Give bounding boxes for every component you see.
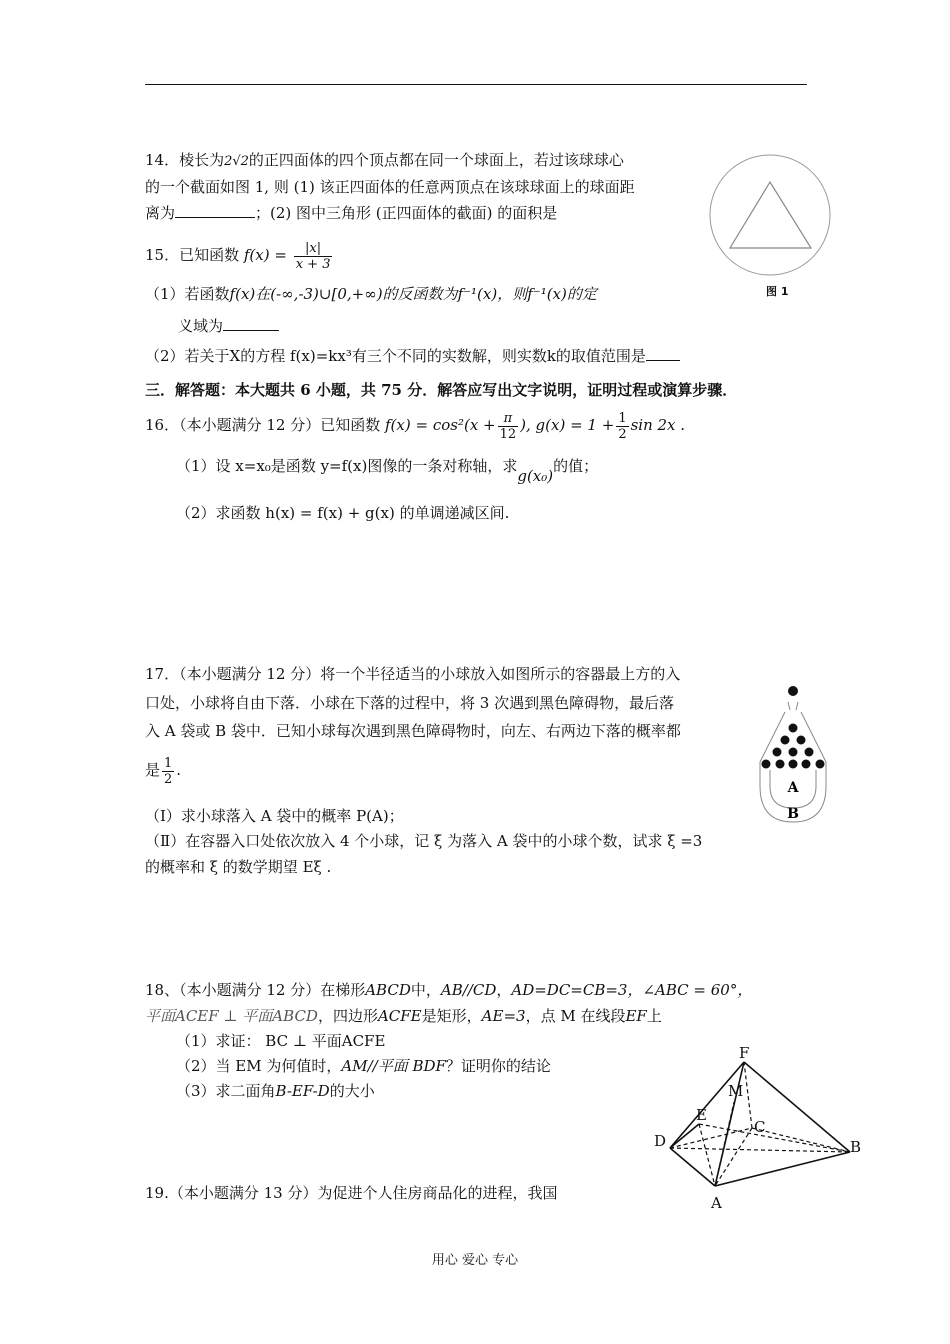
q19-line1: 19.（本小题满分 13 分）为促进个人住房商品化的进程，我国: [145, 1184, 558, 1202]
q14-line1: 14．棱长为2√2的正四面体的四个顶点都在同一个球面上，若过该球球心: [145, 151, 624, 169]
section-3-heading: 三．解答题：本大题共 6 小题，共 75 分．解答应写出文字说明，证明过程或演算步骤．: [145, 381, 738, 399]
q17-line2: 口处，小球将自由下落．小球在下落的过程中，将 3 次遇到黑色障碍物，最后落: [145, 694, 675, 712]
sphere-section-circle: [710, 155, 830, 275]
q18-part2: （2）当 EM 为何值时，AM//平面 BDF？证明你的结论: [176, 1057, 551, 1075]
q14-line3: 离为 ；(2) 图中三角形 (正四面体的截面) 的面积是: [145, 204, 558, 222]
q15-part1: （1）若函数f(x)在(-∞,-3)∪[0,+∞)的反函数为f⁻¹(x)，则f⁻¹(x)的定: [145, 285, 597, 303]
label-f: F: [739, 1044, 750, 1062]
answer-blank: [646, 360, 680, 361]
label-a: A: [711, 1194, 722, 1212]
q16-line1: 16．（本小题满分 12 分）已知函数 f(x) = cos²(x + $\frac{\pi}{12}$ ), g(x) = 1 + $\frac{1}{2}$ sin 2x .: [145, 410, 686, 442]
q15-part1-cont: 义域为: [178, 316, 279, 336]
label-e: E: [696, 1106, 707, 1124]
q18-line1: 18、（本小题满分 12 分）在梯形ABCD中，AB//CD，AD=DC=CB=3，∠ABC = 60°，: [145, 981, 753, 999]
q15-line1: 15．已知函数 f(x) = $\frac{|x|}{x + 3}$: [145, 240, 331, 272]
bag-a-label: A: [787, 780, 799, 796]
obstacles: [762, 724, 825, 769]
q17-part2: （Ⅱ）在容器入口处依次放入 4 个小球，记 ξ 为落入 A 袋中的小球个数，试求 ξ =3: [145, 832, 703, 850]
q15-part2: （2）若关于X的方程 f(x)=kx³有三个不同的实数解，则实数k的取值范围是: [145, 346, 680, 366]
ball: [788, 686, 798, 696]
ball-container-figure: [752, 682, 834, 826]
label-c: C: [754, 1118, 766, 1136]
figure-1-circle: [708, 152, 832, 280]
page-footer: 用心 爱心 专心: [431, 1253, 519, 1268]
label-d: D: [654, 1132, 667, 1150]
q17-part1: （Ⅰ）求小球落入 A 袋中的概率 P(A)；: [145, 807, 404, 825]
q16-part1: （1）设 x=x₀是函数 y=f(x)图像的一条对称轴，求g(x₀)的值；: [176, 457, 599, 485]
q18-solid-figure: [648, 1040, 868, 1218]
q14-line2: 的一个截面如图 1, 则 (1) 该正四面体的任意两顶点在该球球面上的球面距: [145, 178, 635, 196]
answer-blank: [223, 330, 279, 331]
q15-fraction: $\frac{|x|}{x + 3}$: [295, 240, 331, 272]
bag-b-label: B: [787, 806, 799, 822]
label-b: B: [850, 1138, 862, 1156]
answer-blank: [175, 217, 255, 218]
q18-part1: （1）求证： BC ⊥ 平面ACFE: [176, 1032, 386, 1050]
q17-part3: 的概率和 ξ 的数学期望 Eξ .: [145, 858, 332, 876]
edge-length: 2√2: [224, 154, 249, 169]
label-m: M: [728, 1082, 744, 1100]
q16-part2: （2）求函数 h(x) = f(x) + g(x) 的单调递减区间.: [176, 504, 510, 522]
q17-line4: 是 $\frac{1}{2}$ .: [145, 755, 182, 787]
q18-line2: 平面ACEF ⊥ 平面ABCD，四边形ACFE是矩形，AE=3，点 M 在线段EF上: [145, 1007, 662, 1025]
header-rule: [145, 84, 807, 85]
q17-line3: 入 A 袋或 B 袋中．已知小球每次遇到黑色障碍物时，向左、右两边下落的概率都: [145, 722, 681, 740]
q17-line1: 17．（本小题满分 12 分）将一个半径适当的小球放入如图所示的容器最上方的入: [145, 665, 681, 683]
figure-1-label: 图 1: [766, 285, 789, 298]
section-triangle: [730, 182, 811, 248]
q18-part3: （3）求二面角B-EF-D的大小: [176, 1082, 375, 1100]
